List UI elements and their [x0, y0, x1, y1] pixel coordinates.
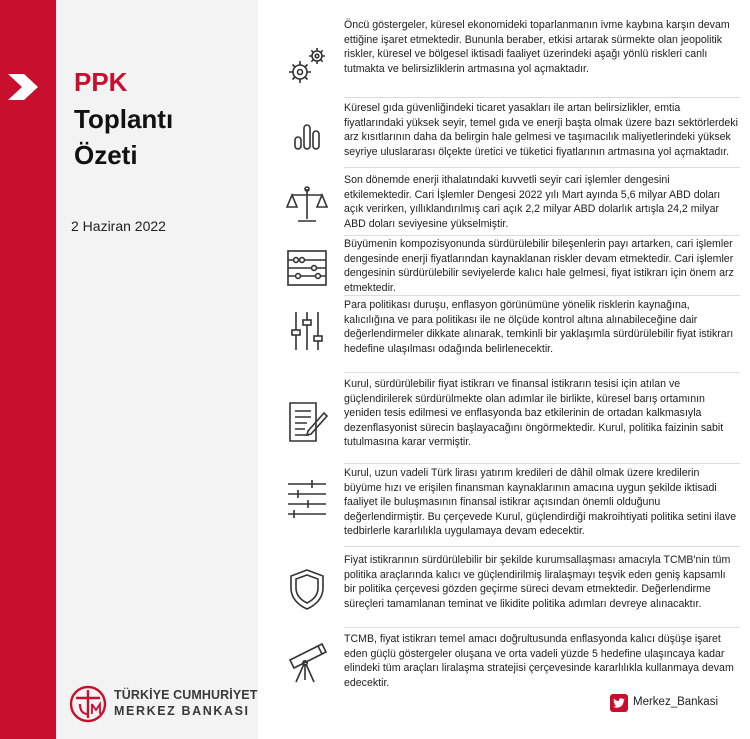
horizontal-sliders-icon: [282, 474, 332, 524]
divider: [344, 97, 740, 98]
logo-text-line2: MERKEZ BANKASI: [114, 704, 250, 718]
divider: [344, 546, 740, 547]
shield-icon: [282, 565, 332, 615]
divider: [344, 295, 740, 296]
section-text: Son dönemde enerji ithalatındaki kuvvetli seyir cari işlemler dengesini etkilemektedir. Cari İşlemler Dengesi 2022 yılı Mart ayında 5,6 milyar ABD doları açık verirken, yıllıklandırılmış cari açık 2,2 milyar ABD dolarlık artışla 24,2 milyar ABD doları seviyesine yükselmiştir.: [344, 174, 721, 230]
content-sections: [258, 0, 750, 739]
section-text: Fiyat istikrarının sürdürülebilir bir şekilde kurumsallaşması amacıyla TCMB'nin tüm politika araçlarında kalıcı ve güçlendirilmiş liralaşmayı teşvik eden geniş kapsamlı bir politika çerçevesi gözden geçirme süreci devam etmektedir. Değerlendirme süreçleri tamamlanan teminat ve likidite politika adımları devreye alınacaktır.: [344, 554, 731, 610]
section-text: Kurul, sürdürülebilir fiyat istikrarı ve finansal istikrarın tesisi için atılan ve güçlendirilerek sürdürülmekte olan adımlar ile birlikte, küresel barış ortamının yeniden tesis edilmesi ve enflasyonda baz etkilerinin de ortadan kalkmasıyla dezenflasyonist sürecin başlayacağını öngörmektedir. Kurul, politika faizinin sabit tutulmasına karar vermiştir.: [344, 378, 724, 449]
section-text: Büyümenin kompozisyonunda sürdürülebilir bileşenlerin payı artarken, cari işlemler dengesinde enerji fiyatlarından kaynaklanan riskler devam etmektedir. Cari işlemler dengesinin sürdürülebilir seviyelerde kalıcı hale gelmesi, fiyat istikrarı için önem arz etmektedir.: [344, 238, 734, 294]
scales-icon: [282, 179, 332, 229]
page-title-line1: Toplantı: [74, 104, 174, 134]
bar-chart-icon: [282, 109, 332, 159]
section-text: TCMB, fiyat istikrarı temel amacı doğrultusunda enflasyonda kalıcı düşüşe işaret eden güçlü göstergeler oluşana ve orta vadeli yüzde 5 hedefine ulaşıncaya kadar elindeki tüm araçları liralaşma stratejisi çerçevesinde kararlılıkla kullanmaya devam edecektir.: [344, 633, 734, 689]
document-pen-icon: [282, 397, 332, 447]
section-text: Para politikası duruşu, enflasyon görünümüne yönelik risklerin kaynağına, kalıcılığına ve para politikası ile ne ölçüde kontrol altına alınabileceğine dair değerlendirmeler dikkate alınarak, temkinli bir yaklaşımla sürdürülebilir fiyat istikrarı hedefine ulaşılması odağında belirlenecektir.: [344, 299, 734, 355]
page-title-line2: Özeti: [74, 140, 138, 170]
arrow-icon: [8, 74, 48, 100]
abacus-icon: [282, 243, 332, 293]
divider: [344, 463, 740, 464]
logo-text-line1: TÜRKİYE CUMHURİYET: [114, 688, 258, 702]
section-text: Kurul, uzun vadeli Türk lirası yatırım kredileri de dâhil olmak üzere kredilerin büyüme hızı ve erişilen finansman kaynaklarının amacına uygun şekilde iktisadi faaliyet ile buluşmasının finansal istikrar açısından önemli olduğunu değerlendirmiştir. Bu çerçevede Kurul, güçlendirdiği makroihtiyati politika setini ilave tedbirlerle kararlılıkla uygulamaya devam edecektir.: [344, 467, 737, 538]
twitter-link[interactable]: [610, 694, 740, 714]
sliders-icon: [282, 306, 332, 356]
left-panel: [56, 0, 258, 739]
twitter-handle[interactable]: Merkez_Bankasi: [633, 696, 719, 708]
meeting-date: 2 Haziran 2022: [71, 218, 166, 234]
divider: [344, 167, 740, 168]
telescope-icon: [282, 636, 332, 686]
divider: [344, 235, 740, 236]
tcmb-logo: [68, 684, 258, 724]
ppk-label: PPK: [74, 67, 128, 97]
twitter-icon[interactable]: [610, 694, 628, 712]
red-accent-bar: [0, 0, 56, 739]
tcmb-monogram-icon: [68, 684, 108, 724]
divider: [344, 372, 740, 373]
section-text: Küresel gıda güvenliğindeki ticaret yasakları ile artan belirsizlikler, emtia fiyatlarındaki yüksek seyir, temel gıda ve enerji başta olmak üzere bazı sektörlerdeki arz kısıtlarının daha da belirgin hale gelmesi ve taşımacılık maliyetlerindeki yüksek seyriye uluslararası ölçekte üretici ve tüketici fiyatlarının artmasına yol açmaktadır.: [344, 102, 738, 158]
gears-icon: [282, 40, 332, 90]
divider: [344, 627, 740, 628]
section-text: Öncü göstergeler, küresel ekonomideki toparlanmanın ivme kaybına karşın devam ettiğine işaret etmektedir. Bununla beraber, etkisi artarak sürmekte olan jeopolitik riskler, küresel ve bölgesel iktisadi faaliyet üzerindeki aşağı yönlü riskleri canlı tutmakta ve belirsizliklerin artmasına yol açmaktadır.: [344, 19, 730, 75]
